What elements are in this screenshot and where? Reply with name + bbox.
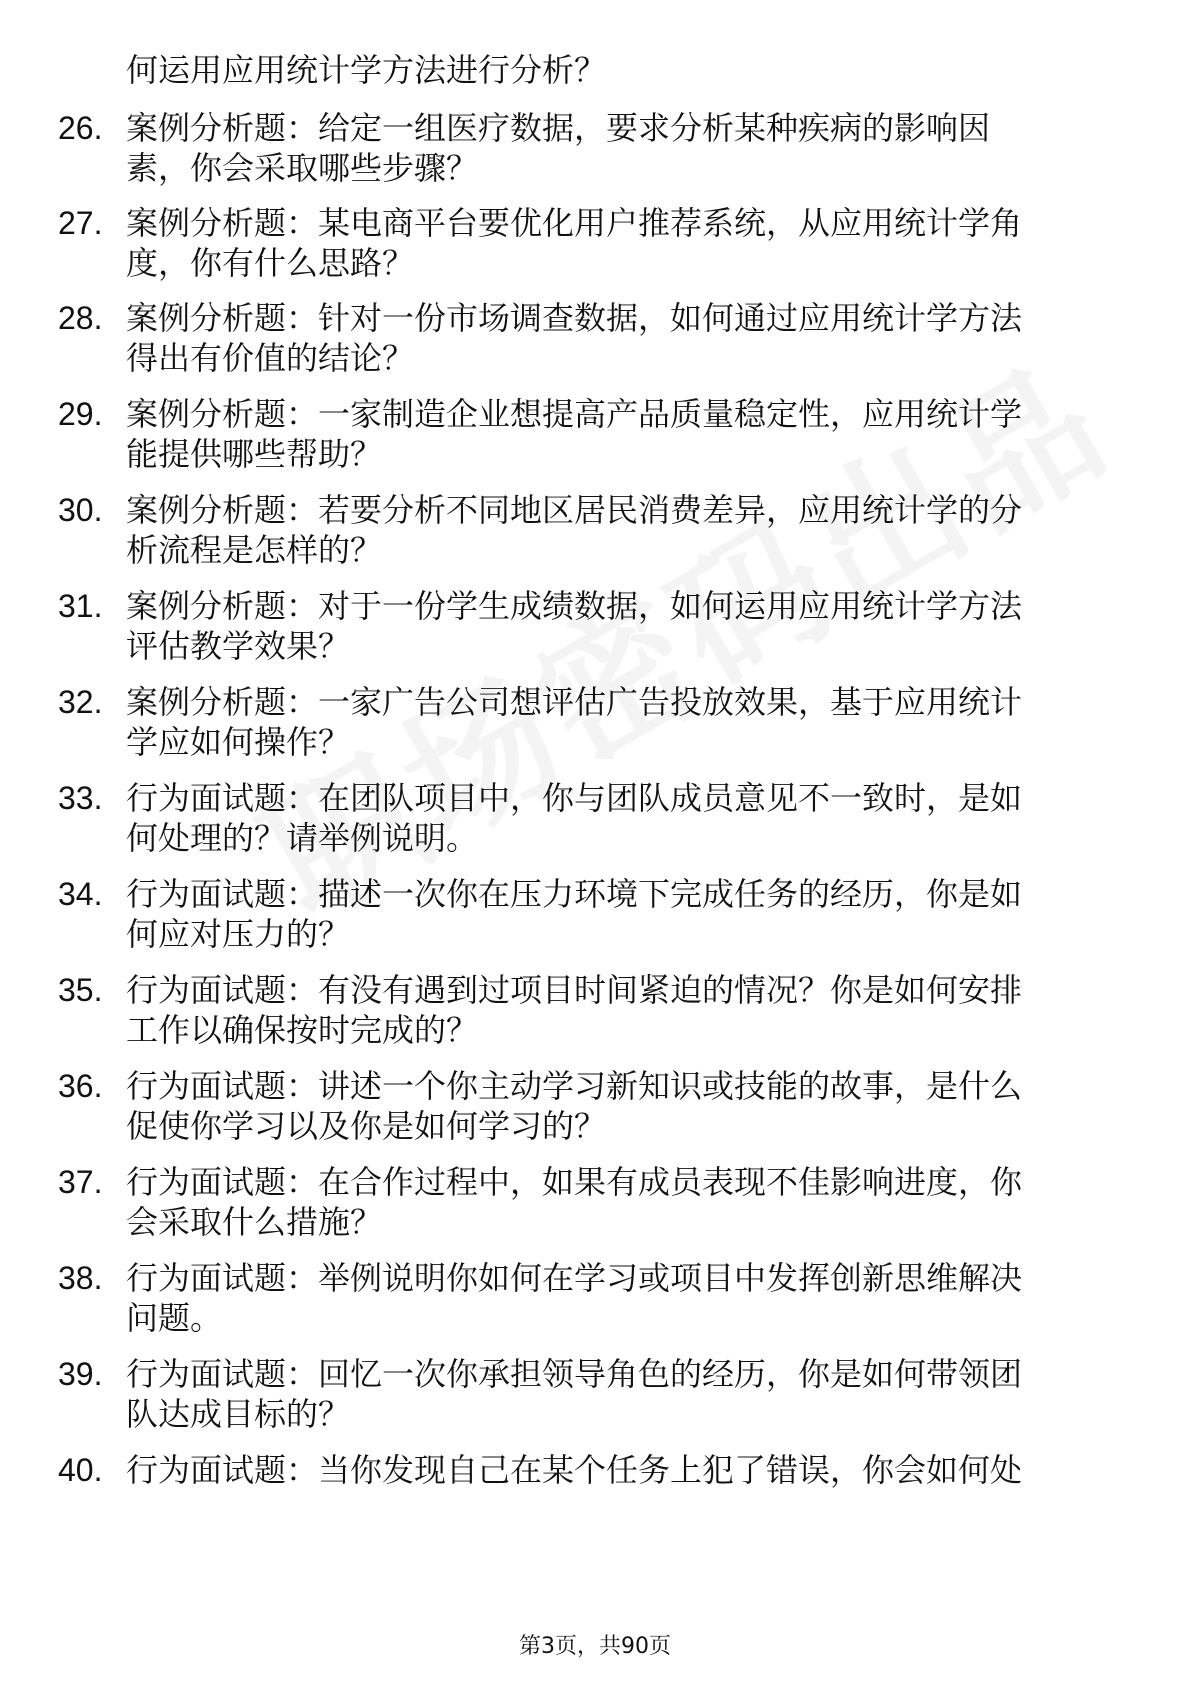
item-text: [126, 1162, 1126, 1242]
item-number: 33.: [58, 780, 103, 816]
item-number: 40.: [58, 1452, 103, 1488]
item-text: [126, 1066, 1126, 1146]
list-item: [0, 1162, 1190, 1252]
item-line: 行为面试题：讲述一个你主动学习新知识或技能的故事，是什么: [126, 1067, 1023, 1105]
item-line: 行为面试题：回忆一次你承担领导角色的经历，你是如何带领团: [126, 1355, 1023, 1393]
list-item: [0, 970, 1190, 1060]
item-text: [126, 394, 1126, 474]
item-line: 行为面试题：描述一次你在压力环境下完成任务的经历，你是如: [126, 875, 1023, 913]
list-item: [0, 108, 1190, 198]
list-item: [0, 394, 1190, 484]
item-line: 行为面试题：在团队项目中，你与团队成员意见不一致时，是如: [126, 779, 1023, 817]
continuation-text: 何运用应用统计学方法进行分析？: [126, 51, 607, 89]
item-number: 39.: [58, 1356, 103, 1392]
item-line: 案例分析题：给定一组医疗数据，要求分析某种疾病的影响因: [126, 109, 991, 147]
item-line: 能提供哪些帮助？: [126, 435, 383, 473]
item-number: 38.: [58, 1260, 103, 1296]
list-item: [0, 586, 1190, 676]
list-item: [0, 1354, 1190, 1444]
item-line: 案例分析题：针对一份市场调查数据，如何通过应用统计学方法: [126, 299, 1023, 337]
item-number: 27.: [58, 205, 103, 241]
list-item: [0, 1066, 1190, 1156]
item-line: 案例分析题：某电商平台要优化用户推荐系统，从应用统计学角: [126, 204, 1023, 242]
item-number: 35.: [58, 972, 103, 1008]
item-text: [126, 1354, 1126, 1434]
item-line: 学应如何操作？: [126, 723, 351, 761]
item-line: 问题。: [126, 1299, 223, 1337]
item-line: 案例分析题：一家广告公司想评估广告投放效果，基于应用统计: [126, 683, 1023, 721]
item-line: 度，你有什么思路？: [126, 244, 415, 282]
item-text: [126, 874, 1126, 954]
item-line: 得出有价值的结论？: [126, 339, 415, 377]
item-text: [126, 203, 1126, 283]
item-number: 34.: [58, 876, 103, 912]
item-number: 37.: [58, 1164, 103, 1200]
list-item: [0, 1450, 1190, 1496]
item-number: 31.: [58, 588, 103, 624]
list-item: [0, 682, 1190, 772]
item-number: 30.: [58, 492, 103, 528]
item-line: 工作以确保按时完成的？: [126, 1011, 479, 1049]
item-line: 评估教学效果？: [126, 627, 351, 665]
item-number: 28.: [58, 300, 103, 336]
item-line: 析流程是怎样的？: [126, 531, 383, 569]
item-line: 何处理的？请举例说明。: [126, 819, 479, 857]
item-number: 26.: [58, 110, 103, 146]
item-line: 行为面试题：举例说明你如何在学习或项目中发挥创新思维解决: [126, 1259, 1023, 1297]
item-text: [126, 490, 1126, 570]
item-text: [126, 586, 1126, 666]
item-text: [126, 298, 1126, 378]
item-text: [126, 970, 1126, 1050]
item-line: 何应对压力的？: [126, 915, 351, 953]
item-line: 队达成目标的？: [126, 1395, 351, 1433]
item-text: [126, 1258, 1126, 1338]
item-line: 案例分析题：若要分析不同地区居民消费差异，应用统计学的分: [126, 491, 1023, 529]
list-item: [0, 203, 1190, 293]
item-line: 促使你学习以及你是如何学习的？: [126, 1107, 607, 1145]
list-item: [0, 1258, 1190, 1348]
item-line: 行为面试题：当你发现自己在某个任务上犯了错误，你会如何处: [126, 1451, 1023, 1489]
item-number: 36.: [58, 1068, 103, 1104]
list-item: [0, 778, 1190, 868]
item-number: 29.: [58, 396, 103, 432]
list-item: [0, 874, 1190, 964]
item-line: 素，你会采取哪些步骤？: [126, 149, 479, 187]
item-text: [126, 778, 1126, 858]
item-line: 案例分析题：一家制造企业想提高产品质量稳定性，应用统计学: [126, 395, 1023, 433]
item-line: 行为面试题：在合作过程中，如果有成员表现不佳影响进度，你: [126, 1163, 1023, 1201]
item-line: 行为面试题：有没有遇到过项目时间紧迫的情况？你是如何安排: [126, 971, 1023, 1009]
item-line: 会采取什么措施？: [126, 1203, 383, 1241]
item-text: [126, 682, 1126, 762]
item-text: [126, 108, 1126, 188]
page-footer: 第3页，共90页: [519, 1634, 671, 1659]
item-line: 案例分析题：对于一份学生成绩数据，如何运用应用统计学方法: [126, 587, 1023, 625]
item-number: 32.: [58, 684, 103, 720]
list-item: [0, 490, 1190, 580]
list-item: [0, 298, 1190, 388]
item-text: [126, 1450, 1126, 1490]
